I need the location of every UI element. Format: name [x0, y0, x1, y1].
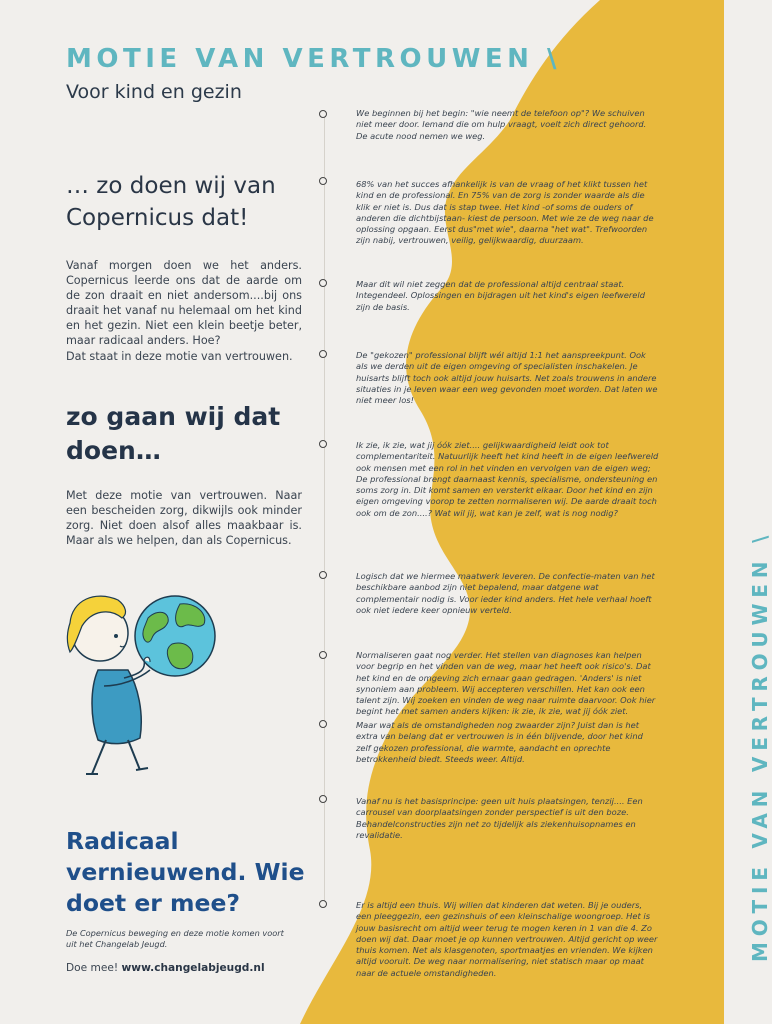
cta-prefix: Doe mee!	[66, 962, 122, 974]
timeline-dot	[319, 110, 327, 118]
vertical-brand-title: MOTIE VAN VERTROUWEN \	[748, 529, 772, 962]
timeline-dot	[319, 900, 327, 908]
timeline-dot	[319, 651, 327, 659]
timeline-item-1: We beginnen bij het begin: "wie neemt de telefoon op"? We schuiven niet meer door. Iemand die om hulp vraagt, voelt zich direct gehoord. De acute nood nemen we weg.	[356, 108, 647, 141]
timeline-item-10: Er is altijd een thuis. Wij willen dat kinderen dat weten. Bij je ouders, een pleeggezin, een gezinshuis of een kleinschalige woongroep. Het is jouw basisrecht om altijd weer terug te mogen keren in 1 van die 4. Zo doen wij dat. Daar moet je op kunnen vertrouwen. Altijd gericht op weer thuis komen. Net als klasgenoten, sportmaatjes en vrienden. We kijken altijd vooruit. De weg naar normalisering, niet statisch maar op maat naar de actuele omstandigheden.	[356, 900, 658, 978]
intro-note: Dat staat in deze motie van vertrouwen.	[66, 350, 293, 363]
timeline-line	[324, 116, 325, 906]
timeline-dot	[319, 571, 327, 579]
timeline-dot	[319, 279, 327, 287]
child-with-globe-illustration	[40, 578, 230, 778]
timeline-item-7: Normaliseren gaat nog verder. Het stellen van diagnoses kan helpen voor begrip en het vinden van de weg, maar het heeft ook risico's. Dat het kind en de omgeving zich ernaar gaan gedragen. 'Anders' is niet synoniem aan probleem. Wij accepteren verschillen. Het kan ook een talent zijn. Wij zoeken en vinden de weg naar ruimte daarvoor. Ook hier begint het met samen anders kijken: ik zie, ik zie, wat jij óók ziet.	[356, 650, 656, 717]
timeline-item-3: Maar dit wil niet zeggen dat de professional altijd centraal staat. Integendeel. Oplossingen en bijdragen uit het kind's eigen leefwereld zijn de basis.	[356, 279, 645, 312]
timeline-item-2: 68% van het succes afhankelijk is van de vraag of het klikt tussen het kind en de professional. En 75% van de zorg is zonder waarde als die klik er niet is. Dus dat is stap twee. Het kind -of soms de ouders of anderen die dichtbijstaan- kiest de persoon. Met wie ze de weg naar de oplossing opgaan. Eerst dus"met wie", daarna "het wat". Trefwoorden zijn nabij, vertrouwen, veilig, gelijkwaardig, duurzaam.	[356, 179, 654, 246]
timeline-item-9: Vanaf nu is het basisprincipe: geen uit huis plaatsingen, tenzij.... Een carrousel van doorplaatsingen zonder perspectief is uit den boze. Behandelconstructies zijn net zo tijdelijk als ziekenhuisopnames en revalidatie.	[356, 796, 643, 840]
closing-heading: Radicaal vernieuwend. Wie doet er mee?	[66, 827, 305, 917]
timeline-item-8: Maar wat als de omstandigheden nog zwaarder zijn? Juist dan is het extra van belang dat er vertrouwen is in één blijvende, door het kind zelf gekozen professional, die warmte, aandacht en oprechte betrokkenheid biedt. Steeds weer. Altijd.	[356, 720, 643, 764]
page-subtitle: Voor kind en gezin	[66, 81, 242, 103]
section-heading: zo gaan wij dat doen…	[66, 402, 281, 465]
timeline-dot	[319, 350, 327, 358]
timeline-dot	[319, 795, 327, 803]
timeline-dot	[319, 440, 327, 448]
timeline-dot	[319, 177, 327, 185]
website-link[interactable]: www.changelabjeugd.nl	[121, 962, 265, 974]
timeline-item-5: Ik zie, ik zie, wat jij óók ziet.... gelijkwaardigheid leidt ook tot complementariteit. Natuurlijk heeft het kind heeft in de eigen leefwereld ook mensen met een rol in het vinden en vervolgen van de eigen weg; De professional brengt daarnaast kennis, specialisme, ondersteuning en soms zorg in. Dit komt samen en versterkt elkaar. Door het kind en zijn eigen omgeving voorop te zetten normaliseren wij. De aarde draait toch ook om de zon....? Wat wil jij, wat kan je zelf, wat is nog nodig?	[356, 440, 659, 518]
origin-note: De Copernicus beweging en deze motie komen voort uit het Changelab Jeugd.	[66, 928, 284, 949]
timeline-item-6: Logisch dat we hiermee maatwerk leveren. De confectie-maten van het beschikbare aanbod zijn niet bepalend, maar datgene wat complementair nodig is. Voor ieder kind anders. Het hele verhaal hoeft ook niet iedere keer opnieuw verteld.	[356, 571, 655, 615]
intro-paragraph: Vanaf morgen doen we het anders. Copernicus leerde ons dat de aarde om de zon draait en niet andersom....bij ons draait het vanaf nu helemaal om het kind en het gezin. Niet een klein beetje beter, maar radicaal anders. Hoe?	[66, 259, 302, 347]
timeline-item-4: De "gekozen" professional blijft wél altijd 1:1 het aanspreekpunt. Ook als we derden uit de eigen omgeving of specialisten inschakelen. Je huisarts blijft toch ook altijd jouw huisarts. Net zoals trouwens in andere situaties in je leven waar een weg gevonden moet worden. Dat laten we niet meer los!	[356, 350, 658, 406]
brand-title: MOTIE VAN VERTROUWEN \	[66, 44, 561, 74]
call-to-action	[66, 962, 265, 974]
timeline-dot	[319, 720, 327, 728]
section-paragraph: Met deze motie van vertrouwen. Naar een bescheiden zorg, dikwijls ook minder zorg. Niet doen alsof alles maakbaar is. Maar als we helpen, dan als Copernicus.	[66, 489, 302, 547]
intro-heading: … zo doen wij van Copernicus dat!	[66, 173, 276, 231]
